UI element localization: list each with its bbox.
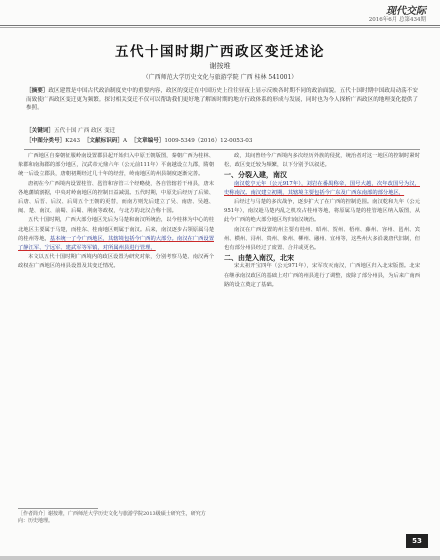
body-text: 五代十国时期，广西大部分地区先后为马楚和南汉所统治，以今桂林为中心的桂北地区主要属于马楚，而桂东、桂南地区则属于南汉。后来，南汉逐步占领原属马楚的桂州等地， xyxy=(18,217,214,242)
body-column-right xyxy=(224,152,420,530)
article-author: 谢按堆 xyxy=(209,62,231,70)
highlighted-text: 基本统一了今广西地区，其辖境包括今广西的大部分。南汉在广西设置了静江军、宁远军、建武军等军镇，对所属州县进行管理， xyxy=(18,235,214,252)
body-paragraph: 政，其间曾经今广西境内多次经历外族的侵扰，统治者对这一地区的控制时紧时松，政区变迁较为频繁，以下分别予以叙述。 xyxy=(224,153,420,169)
journal-name: 现代交际 xyxy=(386,6,426,17)
class-value: K243 xyxy=(65,138,81,144)
author-footnote: ［作者简介］谢按堆，广西师范大学历史文化与旅游学院2013级硕士研究生，研究方向：历史地理。 xyxy=(18,511,206,525)
body-paragraph: 后经过与马楚的多次战争，逐步扩大了在广西的控制范围。南汉乾和九年（公元951年），南汉趁马楚内乱之机攻占桂州等地，将原属马楚的桂管地区纳入版图，从此今广西的绝大部分地区均归南汉统治。 xyxy=(224,199,420,224)
body-paragraph xyxy=(224,180,420,198)
class-label: ［中图分类号］ xyxy=(26,138,66,144)
body-paragraph: 宋太祖开宝四年（公元971年），宋军攻灭南汉，广西地区归入北宋版图。北宋在继承南汉政区的基础上对广西的州县进行了调整，废除了部分州县，为后来广南西路的设立奠定了基础。 xyxy=(224,263,420,288)
header-rule xyxy=(0,25,440,26)
keywords-text: 五代十国 广西 政区 变迁 xyxy=(53,128,116,134)
doccode-value: A xyxy=(122,138,128,144)
body-paragraph: 本文以五代十国时期广西境内的政区设置为研究对象，分别考察马楚、南汉两个政权在广西地区的州县设置及其变迁情况。 xyxy=(18,254,214,270)
articleno-value: 1009-5349（2016）12-0053-03 xyxy=(164,138,253,144)
author-affiliation: （广西师范大学历史文化与旅游学院 广西 桂林 541001） xyxy=(142,74,298,81)
abstract xyxy=(26,87,418,113)
article-title: 五代十国时期广西政区变迁述论 xyxy=(115,44,325,60)
footnote-divider xyxy=(18,508,98,509)
doccode-label: ［文献标识码］ xyxy=(83,138,123,144)
highlighted-text: 南汉乾亨元年（公元917年），刘岩在番禺称帝，国号大越，次年改国号为汉，史称南汉。南汉建立初期，其辖境主要包括今广东及广西东南部的部分地区， xyxy=(224,180,420,196)
abstract-text: 政区建置是中国古代政治制度史中的重要内容，政区的变迁在中国历史上往往昼夜上显示反映各时期不同的政治面貌。五代十国时期中国政局动荡不安而致使广西政区变迁更为频繁。探讨相关变迁不仅可以帮助我们更好地了解该时期的地方行政体系的形成与发展，同时也为今人探析广西政区的地理变化提供了参照。 xyxy=(26,88,418,112)
abstract-divider xyxy=(24,149,420,150)
body-paragraph: 唐初在今广西境内设置桂管、邕管和容管三个经略使，各自管辖若干州县，唐末各地藩镇割据，中央对岭南地区的控制日益减弱。五代时期，中原先后经历了后梁、后唐、后晋、后汉、后周五个王朝的更替，而南方则先后建立了吴、南唐、吴越、闽、楚、南汉、前蜀、后蜀、荆南等政权，与北方的北汉合称十国。 xyxy=(18,180,214,215)
header-rule-secondary xyxy=(0,27,440,28)
abstract-label: ［摘要］ xyxy=(26,88,49,94)
section-heading: 二、由楚入南汉，北宋 xyxy=(224,253,294,263)
body-paragraph xyxy=(18,216,214,253)
keywords-label: ［关键词］ xyxy=(26,128,54,134)
keywords xyxy=(26,126,418,134)
body-column-left xyxy=(18,152,214,504)
articleno-label: ［文章编号］ xyxy=(130,138,165,144)
section-heading: 一、分裂入建，南汉 xyxy=(224,170,287,180)
body-paragraph: 广西地区自秦朝征服岭南设置郡县起开始归入中原王朝版图，秦朝广西为桂林、象郡和南海郡的部分地区，汉武帝元鼎六年（公元前111年）平南越设立九郡，隋朝统一后设立郡县，唐朝初期经过几十年的经营，岭南地区的州县制度逐渐完善。 xyxy=(18,153,214,178)
classification-info xyxy=(26,136,418,144)
bottom-bar xyxy=(0,556,440,560)
page-number: 53 xyxy=(406,534,428,548)
body-paragraph: 南汉在广西设置的州主要有桂州、昭州、贺州、梧州、藤州、容州、邕州、宾州、横州、浔州、贵州、象州、柳州、融州、宜州等，这些州大多沿袭唐代旧制，但也有部分州县经过了废置、合并或更名。 xyxy=(224,226,420,252)
issue-info: 2016年6月 总第434期 xyxy=(368,17,426,23)
